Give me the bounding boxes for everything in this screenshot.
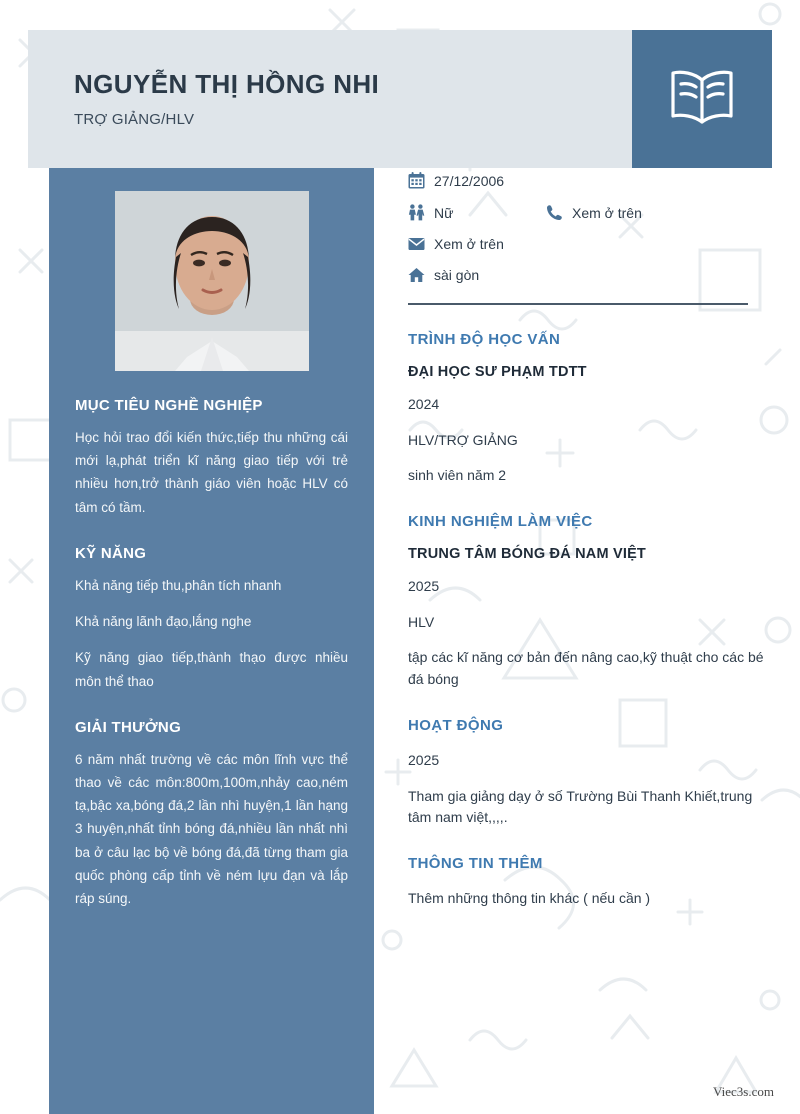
gender-icon <box>408 204 434 221</box>
list-item: Khả năng tiếp thu,phân tích nhanh <box>75 577 282 593</box>
experience-note: tập các kĩ năng cơ bản đến nâng cao,kỹ thuật cho các bé đá bóng <box>408 649 764 688</box>
education-year: 2024 <box>408 396 440 412</box>
extra-note: Thêm những thông tin khác ( nếu cần ) <box>408 889 651 906</box>
experience-org: TRUNG TÂM BÓNG ĐÁ NAM VIỆT <box>408 546 646 563</box>
education-position: HLV/TRỢ GIẢNG <box>408 431 518 448</box>
experience-position: HLV <box>408 613 435 630</box>
objective-text: Học hỏi trao đổi kiến thức,tiếp thu những cái mới lạ,phát triển kĩ năng giao tiếp với trẻ nhiều hơn,trở thành giáo viên hoặc HLV có tâm có tầm. <box>75 430 348 515</box>
awards-text: 6 năm nhất trường về các môn lĩnh vực thể thao về các môn:800m,100m,nhảy cao,ném tạ,bậc xa,bóng đá,2 lần nhì huyện,1 lần hạng 3 huyện,nhất tỉnh bóng đá,nhiều lần nhất nhì ba ở câu lạc bộ về bóng đá,đã từng tham gia quốc phòng cấp tỉnh về ném lựu đạn và lắp ráp súng. <box>75 751 348 907</box>
activity-note: Tham gia giảng dạy ở số Trường Bùi Thanh Khiết,trung tâm nam việt,,,,. <box>408 787 753 826</box>
email-value: Xem ở trên <box>434 236 504 252</box>
gender-value: Nữ <box>434 204 454 221</box>
calendar-icon <box>408 172 434 189</box>
contact-row-address <box>408 267 770 283</box>
extra-title: THÔNG TIN THÊM <box>408 854 543 872</box>
page-title: NGUYỄN THỊ HỒNG NHI <box>74 69 380 100</box>
header-text-block <box>28 30 632 168</box>
address-value: sài gòn <box>434 267 480 283</box>
envelope-icon <box>408 237 434 251</box>
section-divider <box>408 303 748 305</box>
phone-value: Xem ở trên <box>572 204 642 221</box>
education-org: ĐẠI HỌC SƯ PHẠM TDTT <box>408 364 587 380</box>
skills-title: KỸ NĂNG <box>75 544 147 562</box>
cv-header <box>28 30 772 168</box>
birthday-value: 27/12/2006 <box>434 172 505 189</box>
education-title: TRÌNH ĐỘ HỌC VẤN <box>408 331 561 348</box>
activity-title: HOẠT ĐỘNG <box>408 716 504 734</box>
objective-title: MỤC TIÊU NGHỀ NGHIỆP <box>75 397 263 414</box>
awards-title: GIẢI THƯỞNG <box>75 718 182 736</box>
avatar <box>115 191 309 371</box>
list-item: Khả năng lãnh đạo,lắng nghe <box>75 614 252 630</box>
sidebar <box>49 168 374 1114</box>
contact-row-email <box>408 236 770 252</box>
contact-block <box>408 172 770 283</box>
job-role: TRỢ GIẢNG/HLV <box>74 110 195 128</box>
watermark: Viec3s.com <box>713 1084 774 1099</box>
activity-year: 2025 <box>408 751 440 768</box>
contact-row-birthday <box>408 172 770 189</box>
logo-block <box>632 30 772 168</box>
open-book-icon <box>664 66 740 133</box>
main-content <box>408 172 770 924</box>
home-icon <box>408 267 434 283</box>
phone-icon <box>546 204 572 221</box>
experience-year: 2025 <box>408 578 440 595</box>
contact-row-gender-phone <box>408 204 770 221</box>
experience-title: KINH NGHIỆM LÀM VIỆC <box>408 513 593 531</box>
list-item: Kỹ năng giao tiếp,thành thạo được nhiều môn thể thao <box>75 650 348 689</box>
education-note: sinh viên năm 2 <box>408 467 507 484</box>
